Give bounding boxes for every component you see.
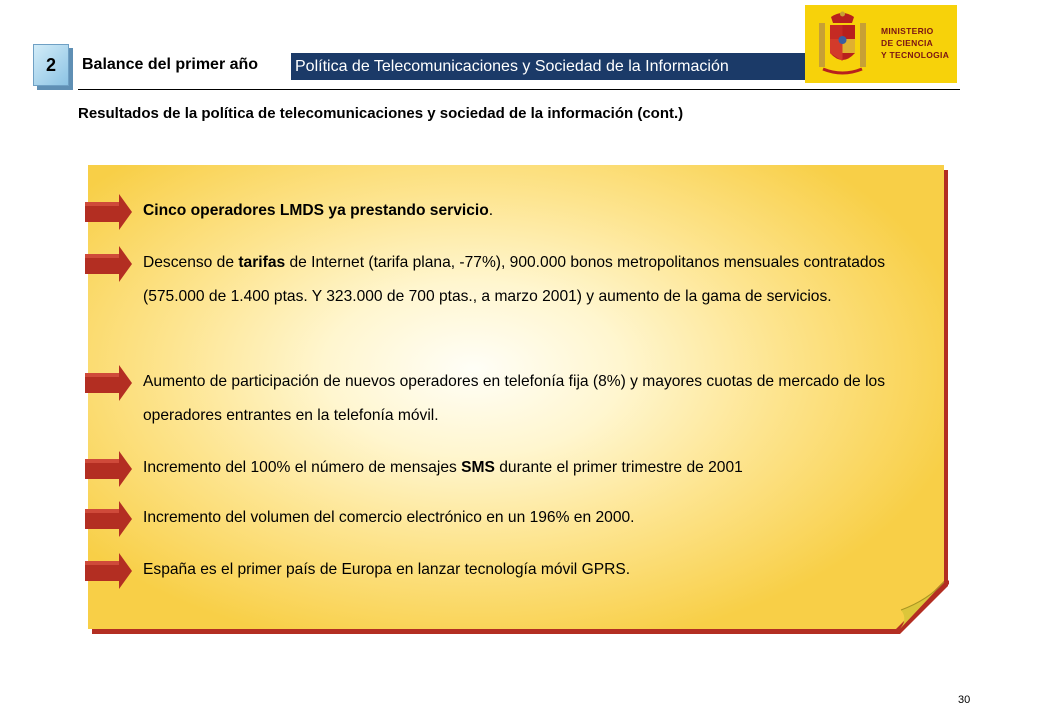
arrow-bullet-icon [85, 365, 135, 401]
section-band: Política de Telecomunicaciones y Sociedad de la Información [291, 53, 805, 80]
bullet-item [143, 365, 933, 433]
bullet-item [143, 194, 933, 228]
section-title: Balance del primer año [82, 56, 259, 73]
bullet-text: tarifas [238, 254, 286, 271]
bullet-text: durante el primer trimestre de 2001 [494, 459, 743, 476]
page-curl-icon [895, 580, 949, 632]
logo-line-1: MINISTERIO [881, 26, 934, 36]
arrow-bullet-icon [85, 246, 135, 282]
bullet-item [143, 451, 933, 485]
ministry-name [881, 25, 949, 61]
arrow-bullet-icon [85, 451, 135, 487]
arrow-bullet-icon [85, 553, 135, 589]
bullet-text: SMS [461, 459, 495, 476]
ministry-logo [805, 5, 957, 83]
bullet-text: Descenso de [143, 254, 239, 271]
bullet-item [143, 553, 933, 587]
coat-of-arms-icon [815, 9, 870, 79]
arrow-bullet-icon [85, 501, 135, 537]
bullet-text: Aumento de participación de nuevos operadores en telefonía fija (8%) y mayores cuotas de mercado de los operadores entrantes en la telefonía móvil. [143, 373, 885, 424]
section-number-box [33, 44, 73, 90]
bullet-text: . [488, 202, 494, 219]
bullet-text: Incremento del volumen del comercio electrónico en un 196% en 2000. [143, 509, 635, 526]
page-number: 30 [958, 694, 971, 706]
logo-line-3: Y TECNOLOGIA [881, 50, 950, 60]
bullet-item [143, 501, 933, 535]
slide-subtitle: Resultados de la política de telecomunicaciones y sociedad de la información (cont.) [78, 105, 684, 122]
bullet-text: España es el primer país de Europa en lanzar tecnología móvil GPRS. [143, 561, 631, 578]
bullet-text: Cinco operadores LMDS ya prestando servicio [143, 202, 489, 219]
bullet-text: de Internet (tarifa plana, -77%), 900.000 bonos metropolitanos mensuales contratados (575.000 de 1.400 ptas. Y 323.000 de 700 ptas., a marzo 2001) y aumento de la gama de servicios. [143, 254, 886, 305]
header-divider [78, 89, 960, 90]
logo-line-2: DE CIENCIA [881, 38, 934, 48]
arrow-bullet-icon [85, 194, 135, 230]
bullet-item [143, 246, 933, 314]
bullet-text: Incremento del 100% el número de mensajes [143, 459, 462, 476]
section-number: 2 [33, 44, 69, 86]
